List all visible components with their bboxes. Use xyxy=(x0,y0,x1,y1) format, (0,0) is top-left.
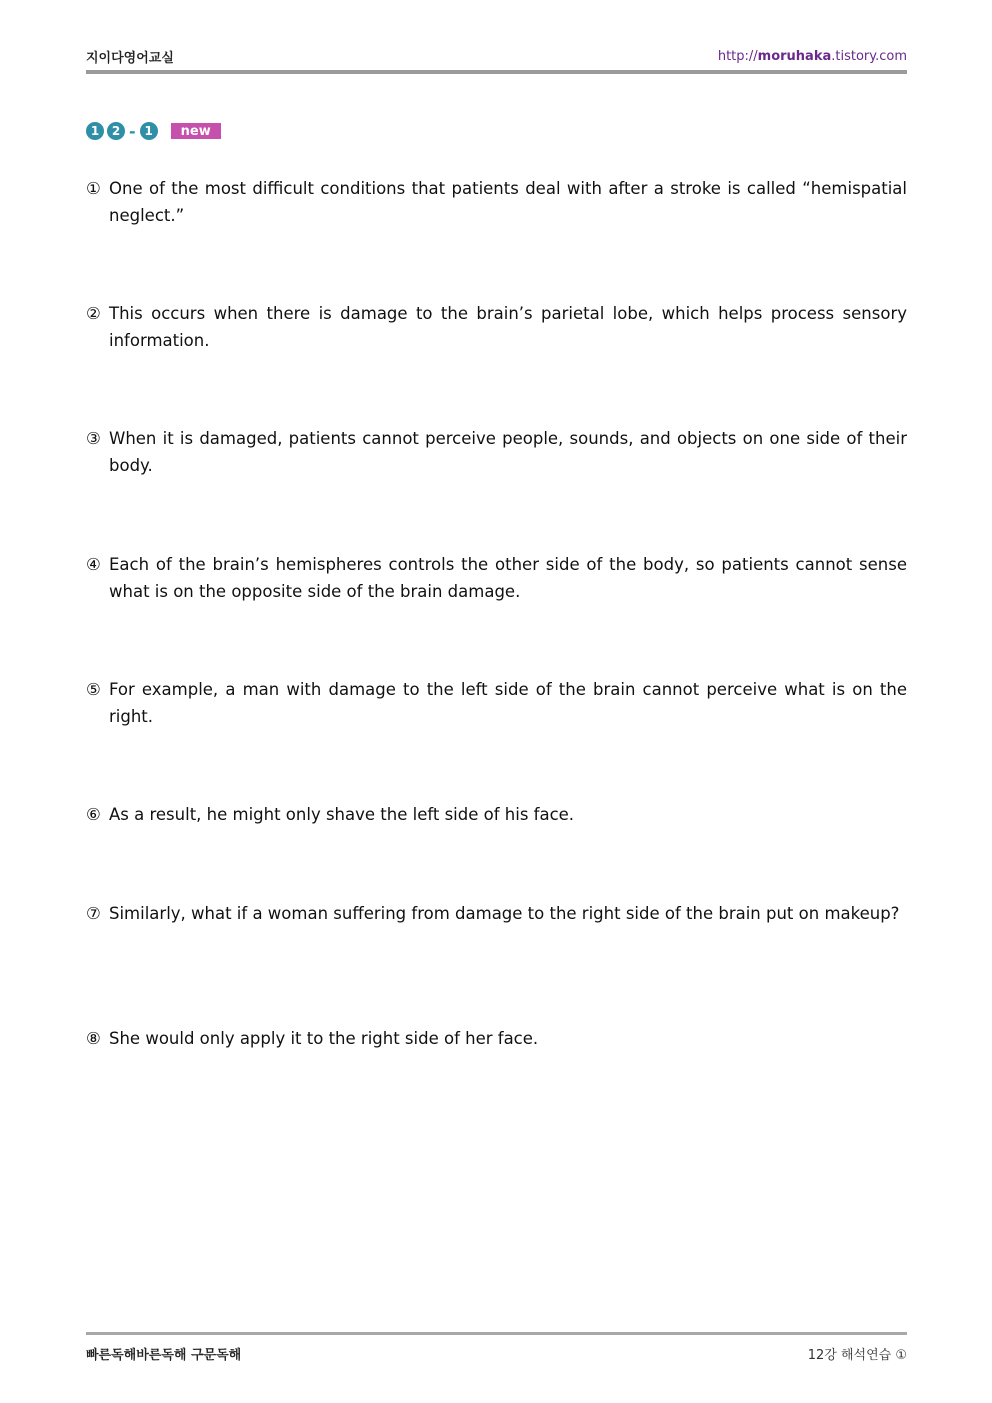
sentence-text: One of the most difficult conditions that patients deal with after a stroke is called “hemispatial neglect.” xyxy=(109,179,907,225)
section-label xyxy=(86,120,221,142)
sentence-3 xyxy=(86,426,907,479)
url-prefix: http:// xyxy=(717,48,758,64)
page-footer xyxy=(86,1343,907,1363)
sentence-1 xyxy=(86,176,907,229)
sentence-number: ⑦ xyxy=(86,904,101,923)
sentence-number: ⑤ xyxy=(86,680,101,699)
sentence-number: ① xyxy=(86,179,101,198)
url-bold: moruhaka xyxy=(757,48,832,64)
sentence-text: As a result, he might only shave the left side of his face. xyxy=(109,805,575,824)
sentence-text: Each of the brain’s hemispheres controls the other side of the body, so patients cannot sense what is on the opposite side of the brain damage. xyxy=(109,555,907,601)
footer-lesson-label: 12강 해석연습 ① xyxy=(807,1347,907,1363)
footer-divider xyxy=(86,1332,907,1335)
sentence-6 xyxy=(86,802,907,829)
sentence-text: This occurs when there is damage to the brain’s parietal lobe, which helps process sensory information. xyxy=(109,304,907,350)
section-dash: - xyxy=(129,121,136,141)
section-number-3: 1 xyxy=(140,122,158,140)
sentence-text: Similarly, what if a woman suffering from damage to the right side of the brain put on makeup? xyxy=(109,904,900,923)
sentence-text: For example, a man with damage to the left side of the brain cannot perceive what is on the right. xyxy=(109,680,907,726)
sentence-number: ⑧ xyxy=(86,1029,101,1048)
header-divider xyxy=(86,70,907,74)
sentence-8 xyxy=(86,1026,907,1053)
url-suffix: .tistory.com xyxy=(831,48,907,64)
section-number-2: 2 xyxy=(107,122,125,140)
sentence-text: When it is damaged, patients cannot perceive people, sounds, and objects on one side of their body. xyxy=(109,429,907,475)
sentence-5 xyxy=(86,677,907,730)
sentence-number: ③ xyxy=(86,429,101,448)
sentence-4 xyxy=(86,552,907,605)
sentence-2 xyxy=(86,301,907,354)
footer-book-title: 빠른독해바른독해 구문독해 xyxy=(86,1347,242,1363)
sentence-number: ④ xyxy=(86,555,101,574)
site-url-link[interactable] xyxy=(718,49,907,64)
section-number-1: 1 xyxy=(86,122,104,140)
sentence-number: ⑥ xyxy=(86,805,101,824)
brand-name: 지이다영어교실 xyxy=(86,50,174,66)
page-header xyxy=(86,46,907,66)
sentence-7 xyxy=(86,901,907,928)
new-badge: new xyxy=(171,123,221,139)
sentence-number: ② xyxy=(86,304,101,323)
sentence-text: She would only apply it to the right side of her face. xyxy=(109,1029,539,1048)
